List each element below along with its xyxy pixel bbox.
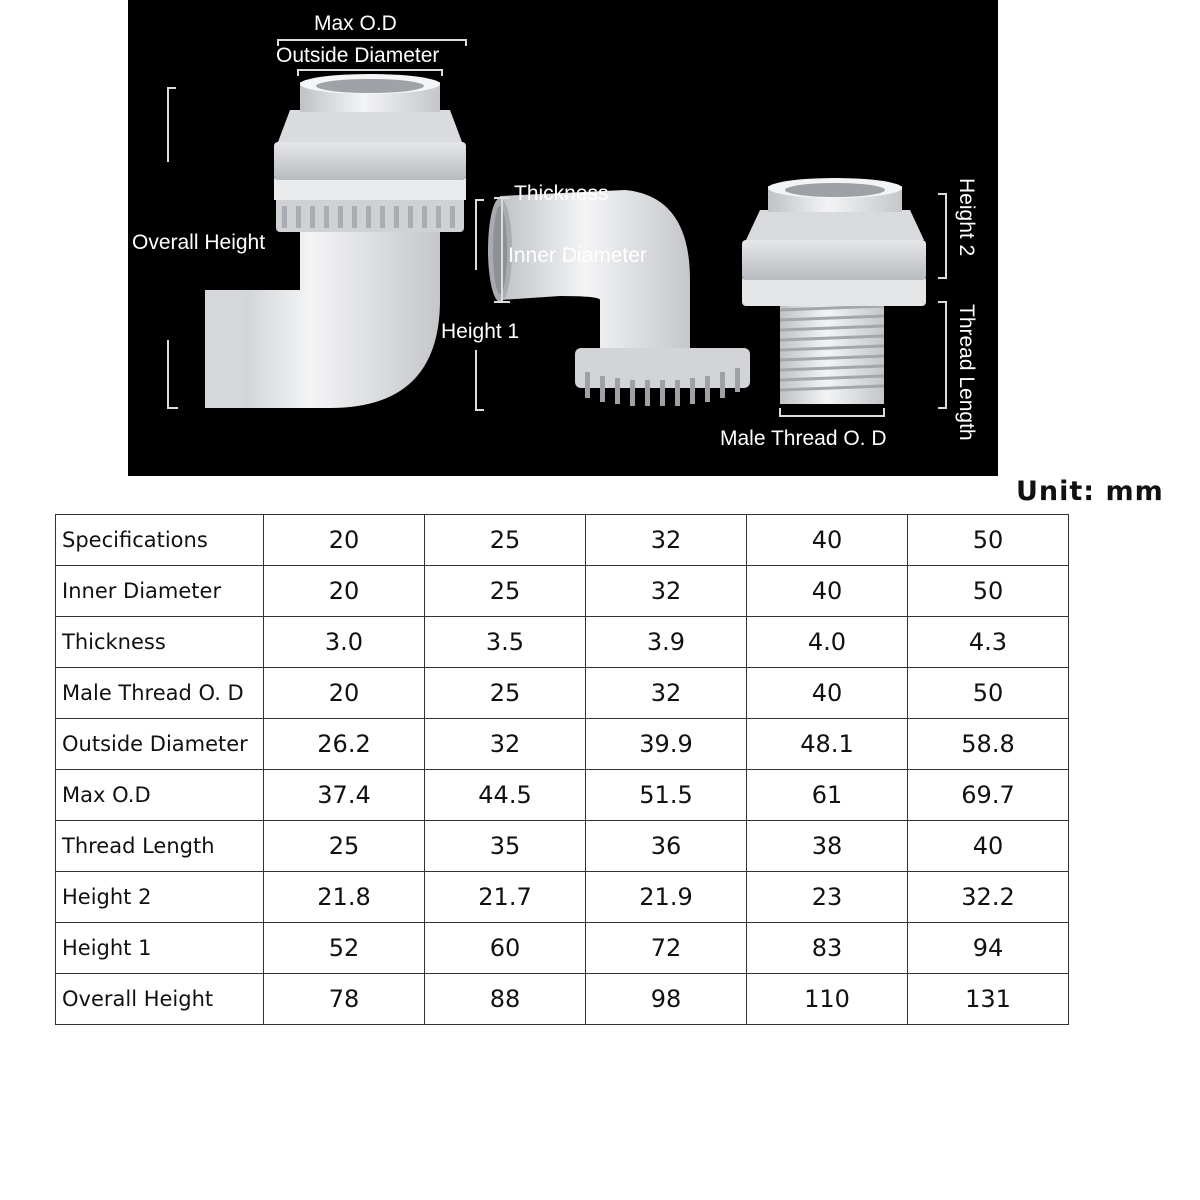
table-cell: 131 <box>908 974 1069 1025</box>
row-label: Overall Height <box>56 974 264 1025</box>
label-height-1: Height 1 <box>441 320 520 343</box>
table-cell: 21.9 <box>586 872 747 923</box>
label-thread-length: Thread Length <box>955 304 978 441</box>
table-cell: 25 <box>425 668 586 719</box>
table-cell: 50 <box>908 515 1069 566</box>
table-row <box>56 923 1069 974</box>
label-male-thread-od: Male Thread O. D <box>720 427 887 450</box>
row-label: Thickness <box>56 617 264 668</box>
table-cell: 20 <box>264 668 425 719</box>
table-cell: 20 <box>264 566 425 617</box>
table-cell: 83 <box>747 923 908 974</box>
table-cell: 40 <box>747 668 908 719</box>
label-thickness: Thickness <box>514 182 609 205</box>
table-row <box>56 974 1069 1025</box>
table-cell: 110 <box>747 974 908 1025</box>
table-cell: 72 <box>586 923 747 974</box>
table-cell: 32 <box>586 668 747 719</box>
row-label: Max O.D <box>56 770 264 821</box>
table-cell: 52 <box>264 923 425 974</box>
table-cell: 69.7 <box>908 770 1069 821</box>
table-cell: 94 <box>908 923 1069 974</box>
table-cell: 36 <box>586 821 747 872</box>
table-cell: 50 <box>908 566 1069 617</box>
table-cell: 25 <box>425 515 586 566</box>
table-cell: 39.9 <box>586 719 747 770</box>
label-overall-height: Overall Height <box>132 231 266 254</box>
table-cell: 40 <box>908 821 1069 872</box>
table-cell: 48.1 <box>747 719 908 770</box>
table-cell: 40 <box>747 566 908 617</box>
row-label: Thread Length <box>56 821 264 872</box>
table-row <box>56 515 1069 566</box>
table-cell: 44.5 <box>425 770 586 821</box>
table-cell: 3.5 <box>425 617 586 668</box>
table-cell: 88 <box>425 974 586 1025</box>
table-row <box>56 668 1069 719</box>
table-cell: 32 <box>425 719 586 770</box>
unit-label: Unit: mm <box>1016 476 1164 507</box>
table-cell: 98 <box>586 974 747 1025</box>
label-max-od: Max O.D <box>314 12 397 35</box>
table-cell: 3.0 <box>264 617 425 668</box>
table-cell: 4.0 <box>747 617 908 668</box>
spec-table <box>55 514 1069 1025</box>
table-cell: 26.2 <box>264 719 425 770</box>
label-inner-diameter: Inner Diameter <box>508 244 647 267</box>
row-label: Outside Diameter <box>56 719 264 770</box>
table-cell: 3.9 <box>586 617 747 668</box>
table-cell: 60 <box>425 923 586 974</box>
table-cell: 32 <box>586 515 747 566</box>
table-row <box>56 872 1069 923</box>
row-label: Height 1 <box>56 923 264 974</box>
row-label: Inner Diameter <box>56 566 264 617</box>
label-height-2: Height 2 <box>955 178 978 257</box>
table-cell: 20 <box>264 515 425 566</box>
table-row <box>56 821 1069 872</box>
table-cell: 32 <box>586 566 747 617</box>
table-row <box>56 566 1069 617</box>
table-cell: 35 <box>425 821 586 872</box>
product-photo <box>128 0 998 476</box>
table-row <box>56 617 1069 668</box>
table-cell: 21.7 <box>425 872 586 923</box>
row-label: Male Thread O. D <box>56 668 264 719</box>
row-label: Specifications <box>56 515 264 566</box>
table-row <box>56 719 1069 770</box>
table-cell: 21.8 <box>264 872 425 923</box>
label-outside-diameter: Outside Diameter <box>276 44 440 67</box>
table-cell: 38 <box>747 821 908 872</box>
table-cell: 78 <box>264 974 425 1025</box>
table-row <box>56 770 1069 821</box>
table-cell: 37.4 <box>264 770 425 821</box>
table-cell: 25 <box>425 566 586 617</box>
row-label: Height 2 <box>56 872 264 923</box>
table-cell: 61 <box>747 770 908 821</box>
table-cell: 32.2 <box>908 872 1069 923</box>
table-cell: 23 <box>747 872 908 923</box>
table-cell: 51.5 <box>586 770 747 821</box>
table-cell: 40 <box>747 515 908 566</box>
table-cell: 25 <box>264 821 425 872</box>
table-cell: 58.8 <box>908 719 1069 770</box>
table-cell: 4.3 <box>908 617 1069 668</box>
table-cell: 50 <box>908 668 1069 719</box>
